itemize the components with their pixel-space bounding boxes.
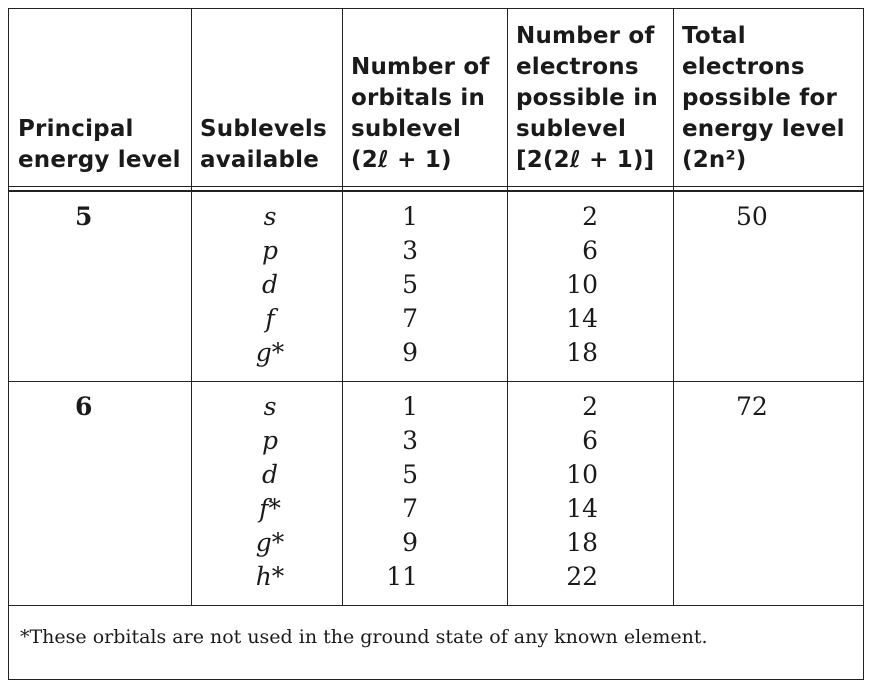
sublevel-cell: d xyxy=(261,460,278,489)
header-electrons-sublevel xyxy=(516,21,658,176)
header-orbitals xyxy=(351,52,490,176)
sublevel-cell: g* xyxy=(255,338,285,367)
header-line: energy level xyxy=(682,116,845,142)
electrons-cell: 18 xyxy=(566,528,598,557)
col-divider-4 xyxy=(673,8,674,605)
header-line: possible in xyxy=(516,85,658,111)
orbitals-cell: 7 xyxy=(402,494,418,523)
electrons-cell: 2 xyxy=(582,392,598,421)
header-line: (2ℓ + 1) xyxy=(351,147,452,173)
header-total-electrons xyxy=(682,21,845,176)
header-line: [2(2ℓ + 1)] xyxy=(516,147,655,173)
col-divider-3 xyxy=(507,8,508,605)
sublevel-cell: h* xyxy=(255,562,285,591)
header-line: Number of xyxy=(351,54,490,80)
orbitals-cell: 5 xyxy=(402,460,418,489)
electrons-cell: 10 xyxy=(566,270,598,299)
orbitals-cell: 9 xyxy=(402,338,418,367)
electrons-cell: 14 xyxy=(566,494,598,523)
orbitals-cell: 1 xyxy=(402,392,418,421)
header-line: sublevel xyxy=(351,116,462,142)
col-divider-1 xyxy=(191,8,192,605)
total-electrons-5: 50 xyxy=(736,202,768,231)
header-line: (2n²) xyxy=(682,147,747,173)
electrons-cell: 2 xyxy=(582,202,598,231)
energy-level-6: 6 xyxy=(75,392,93,421)
electrons-cell: 10 xyxy=(566,460,598,489)
header-rule-top xyxy=(8,186,864,187)
total-electrons-6: 72 xyxy=(736,392,768,421)
header-principal-energy-level xyxy=(18,114,181,176)
header-line: electrons xyxy=(682,54,805,80)
electrons-cell: 18 xyxy=(566,338,598,367)
electrons-cell: 6 xyxy=(582,236,598,265)
header-line: orbitals in xyxy=(351,85,486,111)
orbitals-cell: 7 xyxy=(402,304,418,333)
sublevel-list-5 xyxy=(250,200,290,370)
col-divider-2 xyxy=(342,8,343,605)
electrons-cell: 6 xyxy=(582,426,598,455)
sublevel-cell: f xyxy=(265,304,275,333)
header-line: possible for xyxy=(682,85,838,111)
orbitals-cell: 1 xyxy=(402,202,418,231)
orbitals-cell: 3 xyxy=(402,236,418,265)
sublevel-cell: p xyxy=(261,236,278,265)
electrons-list-5 xyxy=(558,200,598,370)
orbitals-list-6 xyxy=(378,390,418,594)
header-sublevels-available xyxy=(200,114,327,176)
header-line: sublevel xyxy=(516,116,627,142)
electrons-cell: 22 xyxy=(566,562,598,591)
energy-level-5: 5 xyxy=(75,202,93,231)
sublevel-cell: f* xyxy=(259,494,281,523)
header-line: available xyxy=(200,147,320,173)
orbitals-cell: 5 xyxy=(402,270,418,299)
footnote-divider xyxy=(8,605,864,606)
header-line: electrons xyxy=(516,54,639,80)
header-line: energy level xyxy=(18,147,181,173)
orbitals-cell: 9 xyxy=(402,528,418,557)
sublevel-cell: g* xyxy=(255,528,285,557)
sublevel-cell: s xyxy=(263,392,277,421)
group-divider xyxy=(8,381,864,382)
sublevel-cell: s xyxy=(263,202,277,231)
orbitals-cell: 11 xyxy=(386,562,418,591)
footnote: *These orbitals are not used in the ground state of any known element. xyxy=(20,626,708,648)
header-rule-bottom xyxy=(8,190,864,192)
header-line: Total xyxy=(682,23,746,49)
electrons-cell: 14 xyxy=(566,304,598,333)
header-line: Principal xyxy=(18,116,134,142)
header-line: Number of xyxy=(516,23,655,49)
header-line: Sublevels xyxy=(200,116,327,142)
sublevel-cell: p xyxy=(261,426,278,455)
sublevel-cell: d xyxy=(261,270,278,299)
orbitals-cell: 3 xyxy=(402,426,418,455)
sublevel-list-6 xyxy=(250,390,290,594)
orbitals-list-5 xyxy=(378,200,418,370)
electrons-list-6 xyxy=(558,390,598,594)
